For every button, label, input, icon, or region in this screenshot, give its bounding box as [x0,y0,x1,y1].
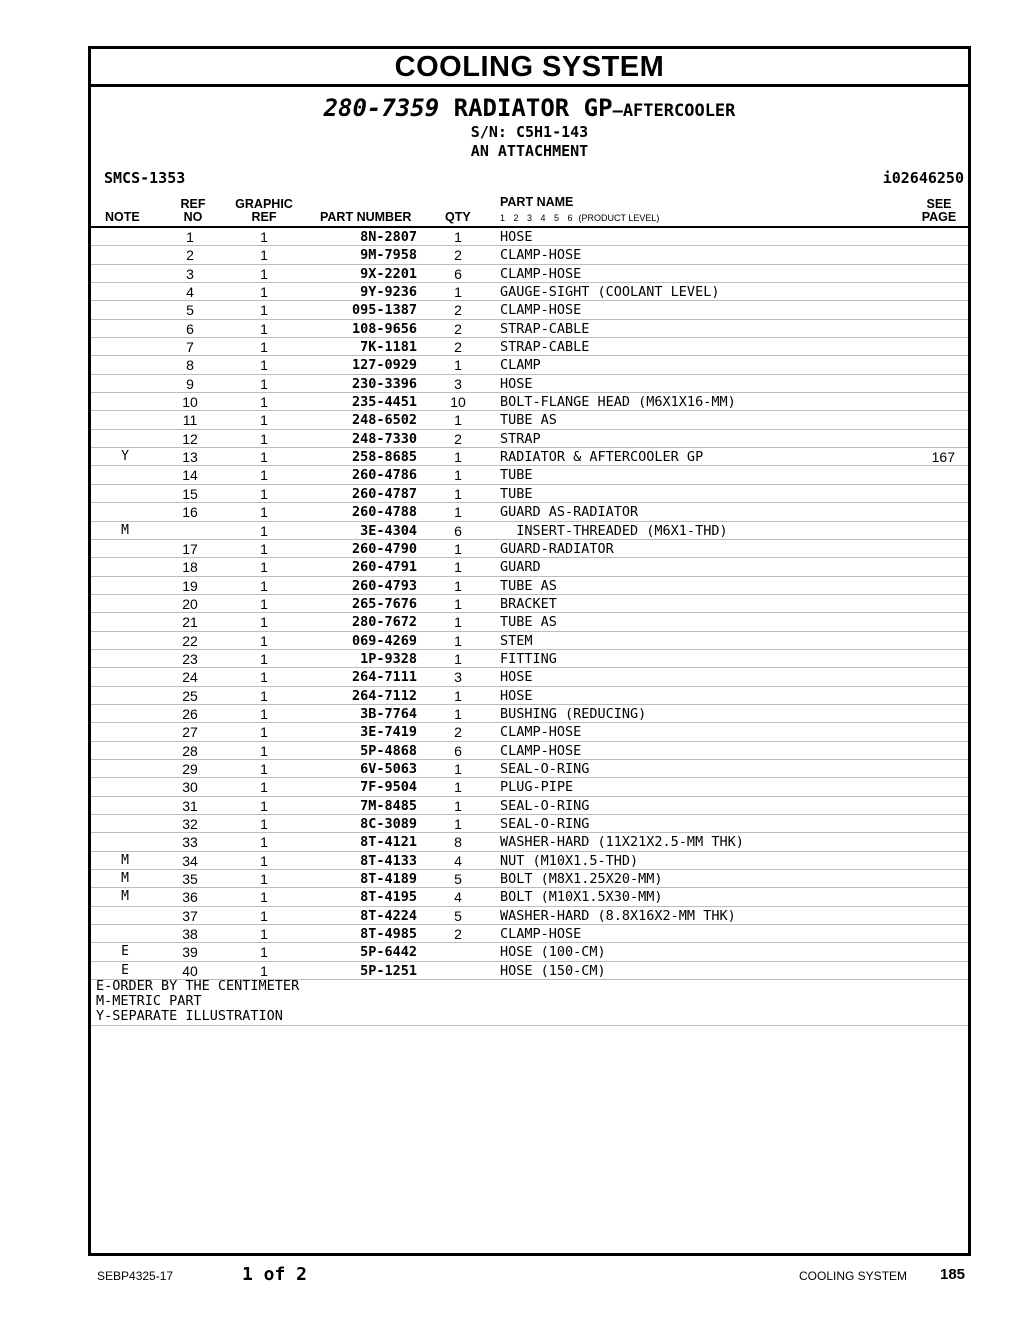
row-part-name: STRAP [500,430,541,447]
row-graphic-ref: 1 [260,797,268,814]
row-part-name: WASHER-HARD (8.8X16X2-MM THK) [500,907,736,924]
table-row [91,797,968,815]
row-part-name: RADIATOR & AFTERCOOLER GP [500,449,704,466]
row-qty: 2 [454,302,462,319]
row-graphic-ref: 1 [260,559,268,576]
row-part-number: 7K-1181 [360,339,417,356]
row-part-name: HOSE [500,229,533,245]
row-part-name: HOSE (100-CM) [500,944,606,961]
document-id: SEBP4325-17 [97,1269,174,1283]
table-row [91,430,968,448]
row-qty: 1 [454,540,462,557]
row-graphic-ref: 1 [260,816,268,832]
row-part-name: TUBE [500,485,533,502]
row-graphic-ref: 1 [260,394,268,411]
row-part-name: CLAMP-HOSE [500,247,582,264]
table-row [91,466,968,484]
row-part-number: 260-4786 [351,467,417,484]
table-row [91,705,968,723]
row-graphic-ref: 1 [260,926,268,943]
table-row [91,246,968,264]
row-part-number: 280-7672 [351,614,417,631]
row-graphic-ref: 1 [260,742,268,759]
row-part-name: CLAMP-HOSE [500,265,582,282]
row-qty: 6 [454,522,462,539]
table-row [91,742,968,760]
row-note: M [121,522,129,538]
row-ref-no: 27 [182,724,198,741]
row-part-name: HOSE [500,669,533,686]
row-part-number: 9X-2201 [360,265,417,282]
row-part-name: WASHER-HARD (11X21X2.5-MM THK) [500,834,744,851]
header-ref-no [178,198,208,224]
table-row [91,632,968,650]
table-row [91,943,968,961]
table-row [91,925,968,943]
row-ref-no: 29 [182,760,198,777]
table-row [91,870,968,888]
header-note: NOTE [105,210,140,224]
row-qty: 4 [454,889,462,906]
row-part-number: 3B-7764 [360,705,417,722]
row-qty: 1 [454,559,462,576]
row-part-name: STRAP-CABLE [500,320,590,337]
row-graphic-ref: 1 [260,834,268,851]
row-part-number: 095-1387 [351,302,417,319]
row-part-number: 264-7112 [351,687,417,704]
section-title: COOLING SYSTEM [91,49,968,87]
row-part-number: 127-0929 [351,357,417,374]
row-part-name: GUARD-RADIATOR [500,540,614,557]
row-part-number: 260-4790 [351,540,417,557]
table-row [91,650,968,668]
row-part-number: 069-4269 [351,632,417,649]
row-graphic-ref: 1 [260,760,268,777]
table-row [91,338,968,356]
row-qty: 1 [454,614,462,631]
row-graphic-ref: 1 [260,284,268,301]
row-graphic-ref: 1 [260,485,268,502]
row-part-number: 3E-7419 [360,724,417,741]
row-qty: 1 [454,449,462,466]
row-note: E [121,962,129,978]
table-row [91,815,968,833]
row-qty: 1 [454,632,462,649]
row-graphic-ref: 1 [260,412,268,429]
row-part-name: TUBE [500,467,533,484]
row-part-name: NUT (M10X1.5-THD) [500,852,639,869]
product-level-numbers: 1 2 3 4 5 6 [500,213,573,223]
row-graphic-ref: 1 [260,907,268,924]
row-part-number: 5P-6442 [360,944,417,961]
row-qty: 1 [454,412,462,429]
group-name: RADIATOR GP [453,94,613,122]
row-part-name: GUARD [500,559,541,576]
row-graphic-ref: 1 [260,779,268,796]
header-ref-bottom: NO [183,210,203,224]
row-qty: 2 [454,926,462,943]
header-graphic-top: GRAPHIC [235,197,293,211]
row-ref-no: 39 [182,944,198,961]
row-ref-no: 36 [182,889,198,906]
row-part-name: CLAMP-HOSE [500,926,582,943]
row-qty: 2 [454,247,462,264]
row-part-name: TUBE AS [500,614,557,631]
note-y: Y-SEPARATE ILLUSTRATION [96,1008,283,1024]
row-part-name: PLUG-PIPE [500,779,574,796]
row-part-name: SEAL-O-RING [500,760,590,777]
table-row [91,375,968,393]
header-graphic-bottom: REF [251,210,277,224]
note-m: M-METRIC PART [96,993,202,1009]
illustration-id: i02646250 [882,169,964,187]
row-ref-no: 40 [182,962,198,979]
table-row [91,393,968,411]
row-ref-no: 33 [182,834,198,851]
row-ref-no: 14 [182,467,198,484]
table-row [91,301,968,319]
row-ref-no: 28 [182,742,198,759]
row-part-name: GAUGE-SIGHT (COOLANT LEVEL) [500,284,720,301]
row-part-name: TUBE AS [500,577,557,594]
row-part-number: 5P-4868 [360,742,417,759]
row-part-name: TUBE AS [500,412,557,429]
row-part-number: 9Y-9236 [360,284,417,301]
row-graphic-ref: 1 [260,320,268,337]
row-part-number: 8T-4195 [360,889,417,906]
row-part-name: SEAL-O-RING [500,816,590,832]
row-ref-no: 31 [182,797,198,814]
row-part-name: GUARD AS-RADIATOR [500,504,639,521]
row-ref-no: 26 [182,705,198,722]
group-subname: –AFTERCOOLER [612,101,736,121]
row-note: E [121,944,129,960]
row-ref-no: 23 [182,650,198,667]
row-qty: 6 [454,742,462,759]
row-ref-no: 8 [186,357,194,374]
row-graphic-ref: 1 [260,339,268,356]
row-graphic-ref: 1 [260,302,268,319]
row-note: M [121,852,129,868]
row-ref-no: 18 [182,559,198,576]
row-part-number: 8T-4224 [360,907,417,924]
footer-section: COOLING SYSTEM [799,1269,908,1283]
row-part-name: SEAL-O-RING [500,797,590,814]
row-part-number: 7M-8485 [360,797,417,814]
row-graphic-ref: 1 [260,522,268,539]
table-row [91,907,968,925]
row-part-number: 248-7330 [351,430,417,447]
table-row [91,778,968,796]
row-part-name: HOSE [500,687,533,704]
table-row [91,888,968,906]
table-row [91,595,968,613]
note-e: E-ORDER BY THE CENTIMETER [96,978,300,994]
row-part-number: 8T-4985 [360,926,417,943]
row-ref-no: 2 [186,247,194,264]
table-row [91,228,968,246]
row-part-number: 8T-4133 [360,852,417,869]
row-ref-no: 19 [182,577,198,594]
row-ref-no: 12 [182,430,198,447]
row-part-name: HOSE [500,375,533,392]
row-part-number: 8T-4189 [360,871,417,888]
table-row [91,485,968,503]
table-row [91,558,968,576]
table-row [91,687,968,705]
row-qty: 1 [454,816,462,832]
row-ref-no: 32 [182,816,198,832]
row-ref-no: 21 [182,614,198,631]
header-see-top: SEE [926,197,952,211]
row-qty: 1 [454,485,462,502]
row-graphic-ref: 1 [260,944,268,961]
page-number: 185 [940,1266,966,1283]
row-part-number: 5P-1251 [360,962,417,979]
row-ref-no: 38 [182,926,198,943]
header-ref-top: REF [180,197,206,211]
row-qty: 1 [454,779,462,796]
table-row [91,723,968,741]
row-part-number: 9M-7958 [360,247,417,264]
row-part-name: CLAMP [500,357,541,374]
header-graphic-ref [231,198,297,224]
row-ref-no: 3 [186,265,194,282]
page-frame [88,46,971,1256]
row-part-name: HOSE (150-CM) [500,962,606,979]
row-part-number: 265-7676 [351,595,417,612]
row-graphic-ref: 1 [260,430,268,447]
header-part-name: PART NAME [500,195,574,209]
row-ref-no: 35 [182,871,198,888]
row-ref-no: 24 [182,669,198,686]
row-graphic-ref: 1 [260,705,268,722]
row-qty: 1 [454,577,462,594]
row-qty: 1 [454,595,462,612]
row-ref-no: 25 [182,687,198,704]
row-part-name: BRACKET [500,595,557,612]
row-part-name: STEM [500,632,533,649]
row-graphic-ref: 1 [260,577,268,594]
row-ref-no: 34 [182,852,198,869]
row-graphic-ref: 1 [260,504,268,521]
row-graphic-ref: 1 [260,595,268,612]
header-part-number: PART NUMBER [320,210,412,224]
table-row [91,668,968,686]
row-part-name: BOLT (M8X1.25X20-MM) [500,871,663,888]
row-graphic-ref: 1 [260,889,268,906]
table-row [91,833,968,851]
row-graphic-ref: 1 [260,871,268,888]
notes-rule [91,1025,968,1026]
row-part-number: 8T-4121 [360,834,417,851]
row-part-number: 6V-5063 [360,760,417,777]
row-part-number: 260-4793 [351,577,417,594]
table-row [91,503,968,521]
row-part-number: 8N-2807 [360,229,417,245]
row-part-name: CLAMP-HOSE [500,724,582,741]
row-part-number: 3E-4304 [360,522,417,539]
row-ref-no: 15 [182,485,198,502]
row-part-number: 258-8685 [351,449,417,466]
header-see-bottom: PAGE [921,210,957,224]
row-qty: 2 [454,430,462,447]
table-row [91,760,968,778]
row-part-number: 1P-9328 [360,650,417,667]
row-qty: 1 [454,229,462,245]
table-row [91,522,968,540]
row-qty: 1 [454,467,462,484]
row-part-name: BUSHING (REDUCING) [500,705,647,722]
row-ref-no: 10 [182,394,198,411]
row-qty: 4 [454,852,462,869]
row-ref-no: 30 [182,779,198,796]
row-ref-no: 11 [182,412,198,429]
table-row [91,356,968,374]
row-qty: 1 [454,504,462,521]
attachment-label: AN ATTACHMENT [470,142,589,160]
row-graphic-ref: 1 [260,357,268,374]
serial-number: S/N: C5H1-143 [470,123,589,141]
table-row [91,411,968,429]
row-graphic-ref: 1 [260,650,268,667]
row-ref-no: 5 [186,302,194,319]
row-part-number: 260-4788 [351,504,417,521]
header-see-page [917,198,961,224]
row-qty: 1 [454,284,462,301]
row-ref-no: 6 [186,320,194,337]
row-qty: 1 [454,705,462,722]
table-row [91,265,968,283]
parts-table [91,228,968,980]
row-ref-no: 17 [182,540,198,557]
row-graphic-ref: 1 [260,265,268,282]
row-part-number: 235-4451 [351,394,417,411]
row-part-number: 248-6502 [351,412,417,429]
group-part-number: 280-7359 [323,94,440,122]
table-row [91,852,968,870]
table-row [91,448,968,466]
row-qty: 10 [450,394,466,411]
row-part-name: FITTING [500,650,557,667]
notes-block [96,979,299,1024]
row-ref-no: 20 [182,595,198,612]
row-qty: 3 [454,375,462,392]
row-qty: 1 [454,760,462,777]
row-part-number: 260-4787 [351,485,417,502]
row-ref-no: 9 [186,375,194,392]
row-qty: 1 [454,357,462,374]
product-level-label: (PRODUCT LEVEL) [578,213,660,223]
row-part-number: 108-9656 [351,320,417,337]
row-qty: 2 [454,320,462,337]
row-graphic-ref: 1 [260,962,268,979]
row-graphic-ref: 1 [260,247,268,264]
row-graphic-ref: 1 [260,687,268,704]
row-part-name: BOLT-FLANGE HEAD (M6X1X16-MM) [500,394,736,411]
table-row [91,283,968,301]
row-part-number: 8C-3089 [360,816,417,832]
row-part-number: 7F-9504 [360,779,417,796]
row-note: M [121,871,129,887]
row-part-number: 264-7111 [351,669,417,686]
table-row [91,320,968,338]
row-ref-no: 13 [182,449,198,466]
row-part-number: 230-3396 [351,375,417,392]
row-graphic-ref: 1 [260,614,268,631]
row-qty: 2 [454,724,462,741]
row-qty: 3 [454,669,462,686]
row-graphic-ref: 1 [260,467,268,484]
row-qty: 1 [454,797,462,814]
row-graphic-ref: 1 [260,449,268,466]
row-qty: 6 [454,265,462,282]
row-ref-no: 22 [182,632,198,649]
row-qty: 2 [454,339,462,356]
row-part-name: INSERT-THREADED (M6X1-THD) [500,522,728,539]
smcs-code: SMCS-1353 [104,169,186,187]
row-graphic-ref: 1 [260,632,268,649]
row-part-name: STRAP-CABLE [500,339,590,356]
row-note: M [121,889,129,905]
row-graphic-ref: 1 [260,375,268,392]
row-note: Y [121,449,129,465]
row-ref-no: 16 [182,504,198,521]
row-ref-no: 1 [186,229,194,245]
row-ref-no: 37 [182,907,198,924]
row-qty: 5 [454,871,462,888]
row-graphic-ref: 1 [260,669,268,686]
page-of: 1 of 2 [242,1264,308,1285]
row-graphic-ref: 1 [260,540,268,557]
row-graphic-ref: 1 [260,724,268,741]
row-qty: 5 [454,907,462,924]
row-graphic-ref: 1 [260,852,268,869]
row-qty: 1 [454,650,462,667]
row-see-page: 167 [931,449,955,466]
row-qty: 1 [454,687,462,704]
row-ref-no: 7 [186,339,194,356]
row-part-name: BOLT (M10X1.5X30-MM) [500,889,663,906]
header-product-levels [500,213,659,223]
table-row [91,540,968,558]
row-qty: 8 [454,834,462,851]
header-qty: QTY [445,210,471,224]
table-row [91,577,968,595]
table-row [91,613,968,631]
row-part-name: CLAMP-HOSE [500,302,582,319]
row-ref-no: 4 [186,284,194,301]
row-graphic-ref: 1 [260,229,268,245]
row-part-name: CLAMP-HOSE [500,742,582,759]
group-title [91,94,968,122]
row-part-number: 260-4791 [351,559,417,576]
